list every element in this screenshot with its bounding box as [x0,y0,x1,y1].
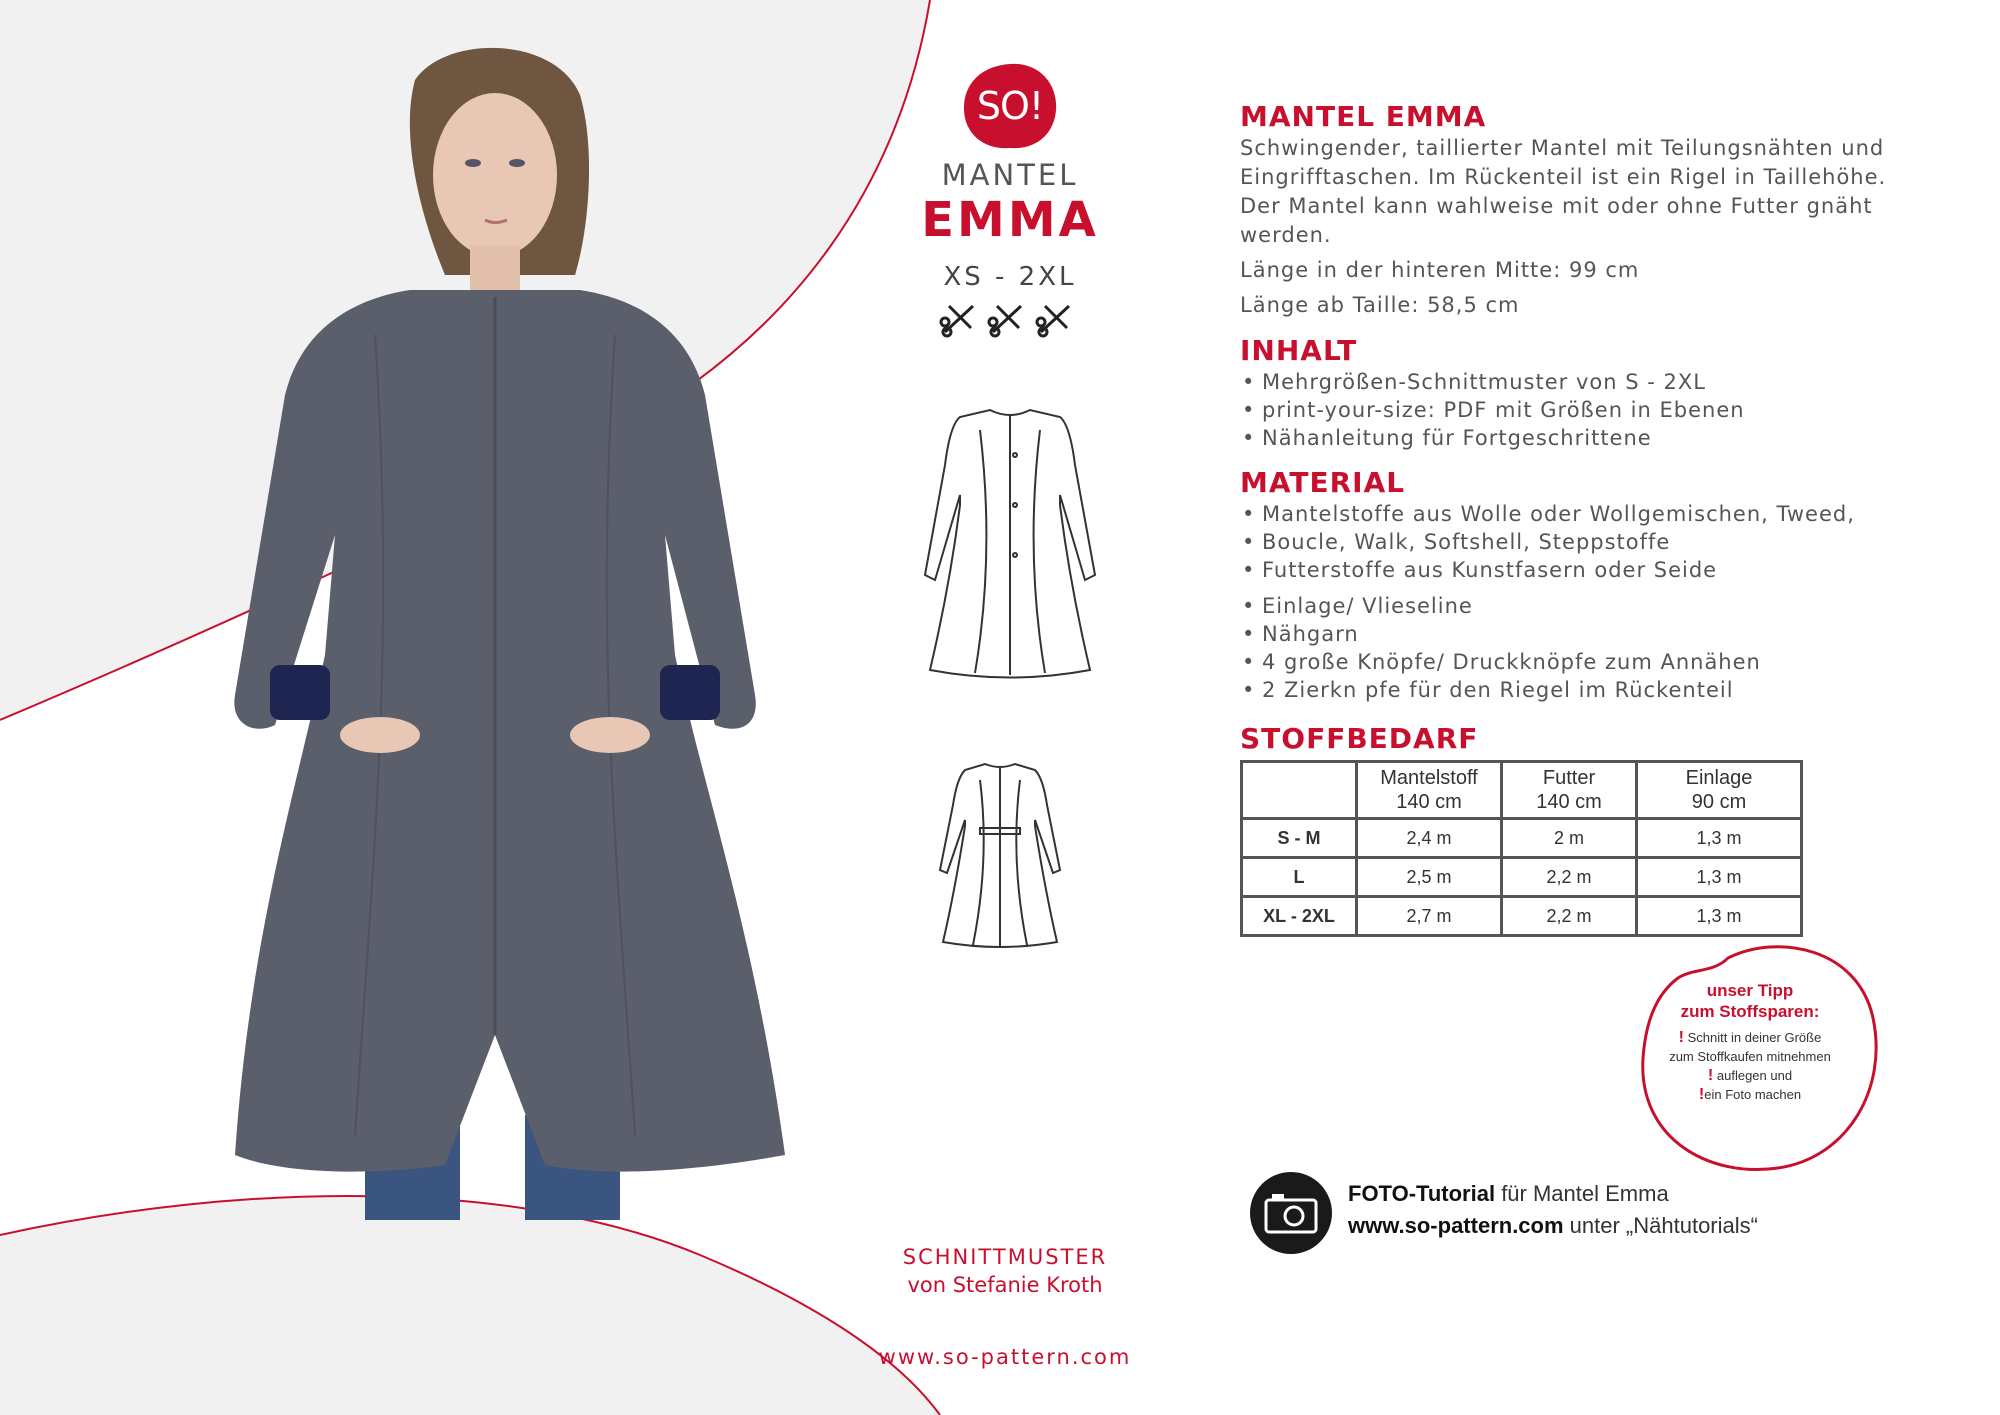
footer-url[interactable]: www.so-pattern.com [878,1345,1132,1369]
description-line: werden. [1240,223,1332,247]
table-cell: 2,2 m [1502,897,1637,936]
fabric-heading: STOFFBEDARF [1240,722,1479,755]
description-line: Eingrifftaschen. Im Rückenteil ist ein Rigel in Taillehöhe. [1240,165,1887,189]
list-item: • print-your-size: PDF mit Größen in Ebenen [1240,396,1890,424]
material-list [1240,500,1890,704]
list-item: • Nähgarn [1240,620,1890,648]
content-heading: INHALT [1240,334,1358,367]
content-list [1240,368,1890,452]
list-item: • Mantelstoffe aus Wolle oder Wollgemischen, Tweed, [1240,500,1890,528]
size-range: XS - 2XL [943,262,1077,292]
table-header-empty [1242,762,1357,819]
so-logo [960,60,1060,152]
list-item: • Einlage/ Vlieseline [1240,592,1890,620]
tutorial-text [1348,1178,1758,1242]
size-cell: XL - 2XL [1242,897,1357,936]
model-photo [195,35,795,1220]
length-back: Länge in der hinteren Mitte: 99 cm [1240,258,1640,282]
scissors-icon [935,298,1085,338]
table-cell: 1,3 m [1637,897,1802,936]
tip-line-2: zum Stoffkaufen mitnehmen [1669,1049,1831,1064]
back-view-sketch [935,760,1065,950]
exclamation-icon: ! [1698,1086,1705,1103]
camera-icon [1248,1170,1334,1256]
tutorial-rest-2: unter „Nähtutorials“ [1569,1213,1758,1238]
table-row [1242,858,1802,897]
size-cell: L [1242,858,1357,897]
pattern-details [1240,100,1890,937]
table-row [1242,897,1802,936]
tip-title-2: zum Stoffsparen: [1680,1002,1820,1021]
credit-line-1: SCHNITTMUSTER [902,1245,1108,1269]
tip-title-1: unser Tipp [1706,981,1794,1000]
description-heading: MANTEL EMMA [1240,100,1487,133]
logo-text: SO! [976,84,1044,128]
table-header: Mantelstoff 140 cm [1357,762,1502,819]
table-cell: 2,5 m [1357,858,1502,897]
table-cell: 1,3 m [1637,819,1802,858]
fabric-table [1240,760,1803,937]
pattern-credit [855,1245,1155,1297]
table-row [1242,819,1802,858]
tutorial-link[interactable]: www.so-pattern.com [1348,1213,1564,1238]
table-cell: 1,3 m [1637,858,1802,897]
table-header-row [1242,762,1802,819]
tutorial-rest-1: für Mantel Emma [1501,1181,1669,1206]
tutorial-bold-1: FOTO-Tutorial [1348,1181,1496,1206]
table-header: Futter 140 cm [1502,762,1637,819]
list-item: • Futterstoffe aus Kunstfasern oder Seide [1240,556,1890,584]
description-line: Schwingender, taillierter Mantel mit Teilungsnähten und [1240,136,1885,160]
table-cell: 2,2 m [1502,858,1637,897]
tip-line-3: auflegen und [1716,1068,1793,1083]
material-heading: MATERIAL [1240,466,1406,499]
list-item: • Nähanleitung für Fortgeschrittene [1240,424,1890,452]
brand-kicker: MANTEL [941,158,1079,192]
table-header: Einlage 90 cm [1637,762,1802,819]
photo-tutorial [1248,1170,1888,1260]
credit-line-2: von Stefanie Kroth [907,1273,1103,1297]
front-view-sketch [920,405,1100,685]
tip-line-4: ein Foto machen [1704,1087,1802,1102]
brand-block [890,60,1130,342]
table-cell: 2,7 m [1357,897,1502,936]
list-item: • 4 große Knöpfe/ Druckknöpfe zum Annähen [1240,648,1890,676]
table-cell: 2,4 m [1357,819,1502,858]
list-item: • Boucle, Walk, Softshell, Steppstoffe [1240,528,1890,556]
list-item: • Mehrgrößen-Schnittmuster von S - 2XL [1240,368,1890,396]
size-cell: S - M [1242,819,1357,858]
table-cell: 2 m [1502,819,1637,858]
tip-text [1625,980,1875,1104]
length-waist: Länge ab Taille: 58,5 cm [1240,293,1520,317]
pattern-name: EMMA [921,192,1099,248]
tip-line-1: Schnitt in deiner Größe [1687,1030,1822,1045]
exclamation-icon: ! [1678,1029,1684,1046]
exclamation-icon: ! [1707,1067,1714,1084]
description-line: Der Mantel kann wahlweise mit oder ohne Futter gnäht [1240,194,1873,218]
list-item: • 2 Zierkn pfe für den Riegel im Rückenteil [1240,676,1890,704]
